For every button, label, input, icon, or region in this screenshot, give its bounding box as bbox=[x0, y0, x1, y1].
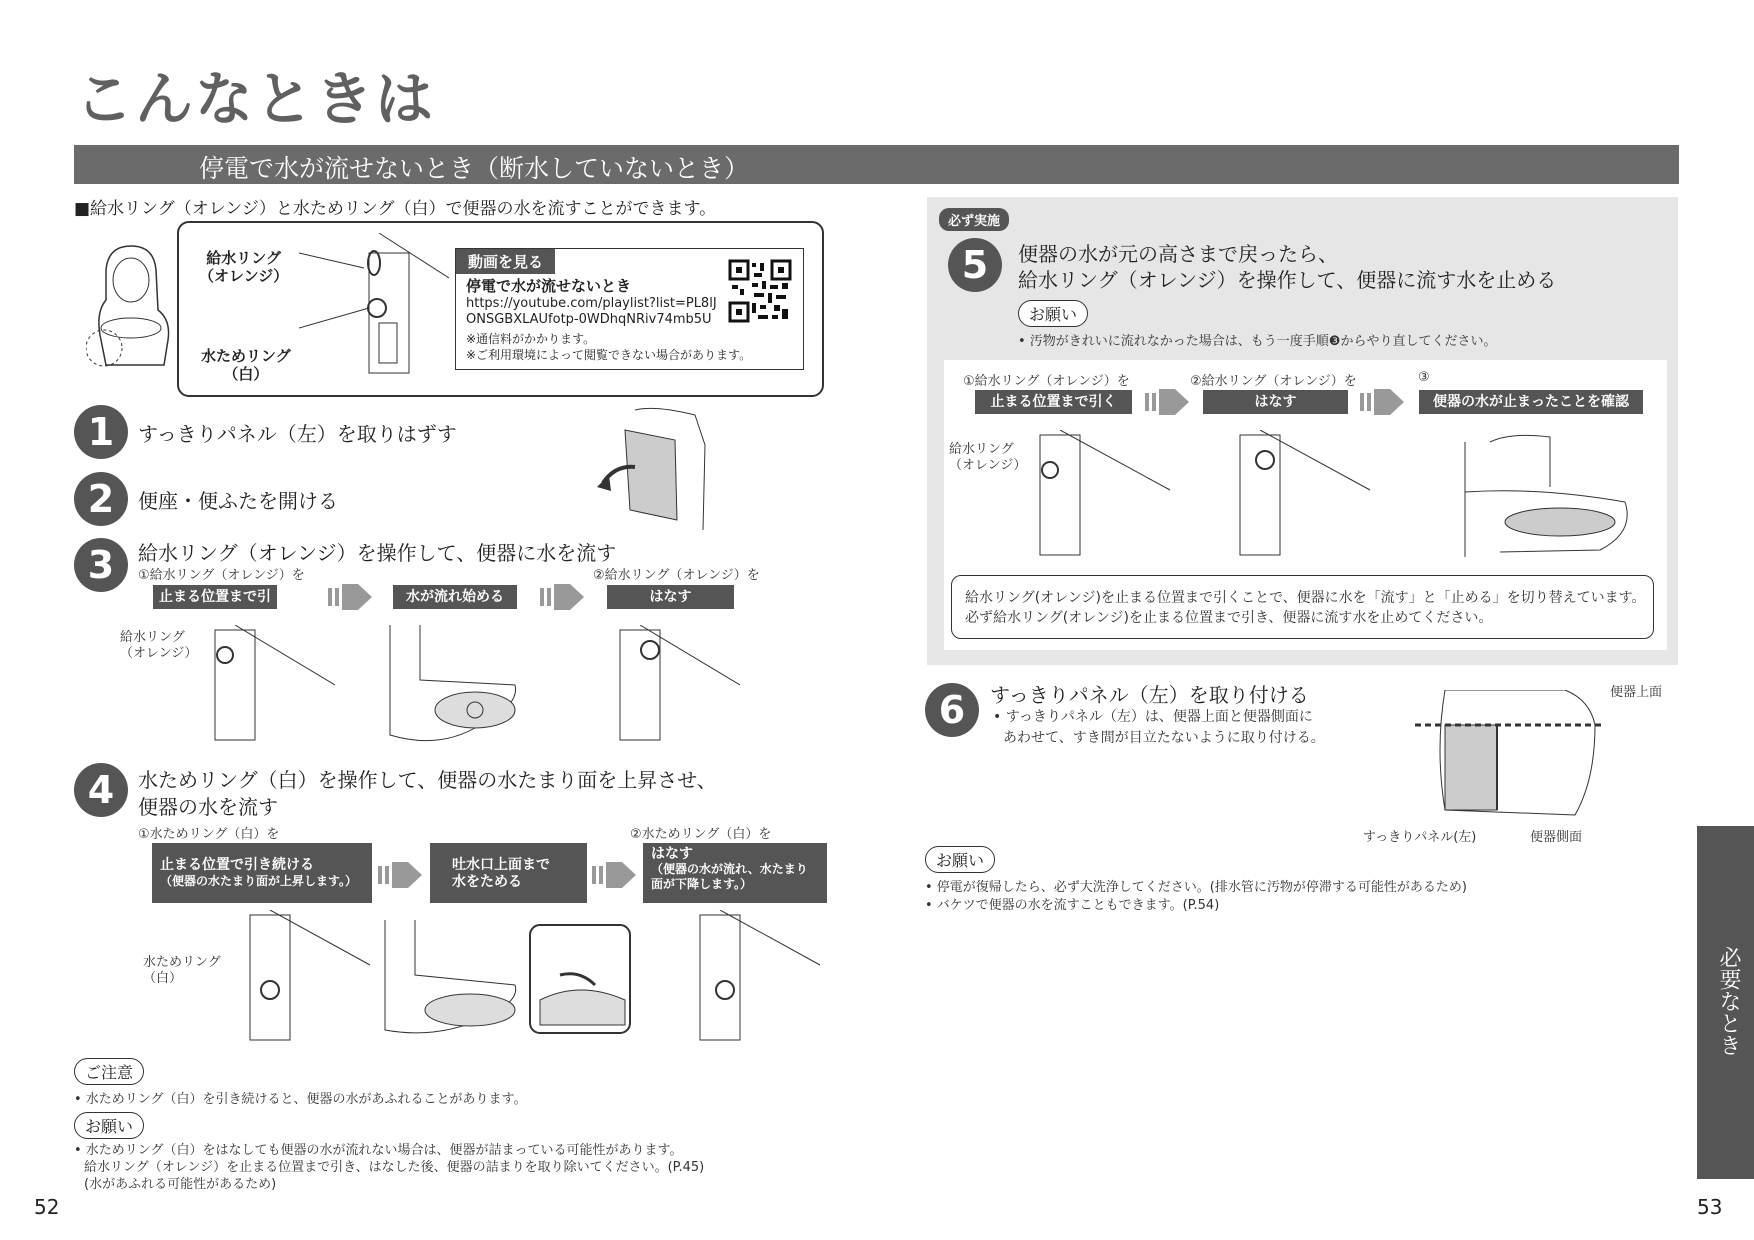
step-6-sub-2: あわせて、すき間が目立たないように取り付ける。 bbox=[1003, 730, 1325, 746]
video-note-1: ※通信料がかかります。 bbox=[466, 332, 596, 346]
double-arrow-icon bbox=[378, 856, 424, 894]
step-4-text-1: 水ためリング（白）を操作して、便器の水たまり面を上昇させ、 bbox=[138, 768, 717, 792]
arrow-icon bbox=[597, 475, 611, 491]
step-6-text: すっきりパネル（左）を取り付ける bbox=[990, 683, 1309, 707]
step-2-number: 2 bbox=[74, 472, 128, 526]
supply-ring-label: 給水リング （オレンジ） bbox=[199, 249, 289, 285]
step-4-number: 4 bbox=[74, 763, 128, 817]
step-5-note-box bbox=[951, 575, 1654, 639]
step-4-plumbing-release-illustration bbox=[680, 910, 820, 1045]
video-tag: 動画を見る bbox=[456, 249, 555, 274]
step-4-text-2: 便器の水を流す bbox=[138, 795, 278, 819]
request-label-wrap bbox=[74, 1112, 144, 1139]
caution-label: ご注意 bbox=[74, 1058, 144, 1085]
step-5-caption-3: ③ bbox=[1418, 370, 1430, 385]
step-5-box-3: 便器の水が止まったことを確認 bbox=[1419, 390, 1643, 414]
request-right-label: お願い bbox=[925, 846, 995, 873]
step-3-plumbing-illustration bbox=[195, 625, 335, 745]
step-4-plumbing-illustration bbox=[230, 910, 370, 1045]
step-5-caption-1: ①給水リング（オレンジ）を bbox=[963, 374, 1130, 389]
panel-removal-illustration bbox=[595, 405, 715, 530]
step-5-box-1: 止まる位置まで引く bbox=[975, 390, 1132, 414]
step-3-toilet-flushing-illustration bbox=[380, 625, 530, 745]
step-1-text: すっきりパネル（左）を取りはずす bbox=[138, 422, 457, 446]
request-text: • 水ためリング（白）をはなしても便器の水が流れない場合は、便器が詰まっている可能性があります。 給水リング（オレンジ）を止まる位置まで引き、はなした後、便器の詰まりを取り除いてください。(P.45) (水があふれる可能性があるため) bbox=[74, 1143, 705, 1192]
step-4-box-1: 止まる位置で引き続ける （便器の水たまり面が上昇します。） bbox=[152, 843, 372, 903]
page-number-right: 53 bbox=[1697, 1195, 1723, 1219]
request-label: お願い bbox=[74, 1112, 144, 1139]
video-info-box bbox=[455, 248, 804, 370]
step-5-plumbing-release-illustration bbox=[1220, 430, 1370, 560]
step-5-request-label: お願い bbox=[1018, 300, 1088, 327]
step-5-toilet-stopped-illustration bbox=[1460, 432, 1640, 560]
step-1-number: 1 bbox=[74, 405, 128, 459]
must-do-badge: 必ず実施 bbox=[939, 208, 1009, 231]
step-5-box-2: はなす bbox=[1203, 390, 1348, 414]
plumbing-illustration bbox=[299, 233, 449, 383]
qr-code-icon[interactable] bbox=[728, 259, 792, 323]
step-3-ring-label: 給水リング （オレンジ） bbox=[120, 630, 198, 661]
page-number-left: 52 bbox=[34, 1195, 60, 1219]
step-3-caption-1: ①給水リング（オレンジ）を bbox=[138, 568, 305, 583]
request-right-text-2: • バケツで便器の水を流すこともできます。(P.54) bbox=[925, 898, 1220, 913]
step-5-request-text: • 汚物がきれいに流れなかった場合は、もう一度手順❸からやり直してください。 bbox=[1018, 334, 1497, 349]
step-5-note-1: 給水リング(オレンジ)を止まる位置まで引くことで、便器に水を「流す」と「止める」を切り替えています。 bbox=[965, 590, 1646, 606]
request-right-wrap bbox=[925, 846, 995, 873]
step-4-caption-3: ②水ためリング（白）を bbox=[630, 827, 772, 842]
double-arrow-icon bbox=[592, 856, 638, 894]
caution-text: • 水ためリング（白）を引き続けると、便器の水があふれることがあります。 bbox=[74, 1092, 527, 1107]
step-5-number: 5 bbox=[948, 238, 1002, 292]
video-note-2: ※ご利用環境によって閲覧できない場合があります。 bbox=[466, 348, 752, 362]
side-tab[interactable] bbox=[1697, 826, 1754, 1179]
tank-ring-label: 水ためリング （白） bbox=[201, 347, 291, 383]
step-4-caption-1: ①水ためリング（白）を bbox=[138, 827, 280, 842]
step-6-number: 6 bbox=[925, 683, 979, 737]
step-6-label-top: 便器上面 bbox=[1610, 685, 1663, 700]
section-title-bar bbox=[74, 145, 1679, 184]
step-5-text-1: 便器の水が元の高さまで戻ったら、 bbox=[1018, 242, 1338, 266]
step-5-request-wrap bbox=[1018, 300, 1088, 327]
step-4-toilet-filling-illustration bbox=[380, 920, 635, 1040]
step-5-note-2: 必ず給水リング(オレンジ)を止まる位置まで引き、便器に流す水を止めてください。 bbox=[965, 610, 1493, 626]
step-3-caption-3: ②給水リング（オレンジ）を bbox=[593, 568, 760, 583]
double-arrow-icon bbox=[1360, 383, 1406, 421]
step-5-caption-2: ②給水リング（オレンジ）を bbox=[1190, 374, 1357, 389]
step-4-box-3: はなす （便器の水が流れ、水たまり 面が下降します。） bbox=[643, 843, 827, 903]
toilet-illustration bbox=[86, 240, 176, 375]
double-arrow-icon bbox=[540, 578, 586, 616]
caution-label-wrap bbox=[74, 1058, 144, 1085]
step-2-text: 便座・便ふたを開ける bbox=[138, 489, 338, 513]
step-6-sub-1: • すっきりパネル（左）は、便器上面と便器側面に bbox=[993, 709, 1313, 725]
step-3-text: 給水リング（オレンジ）を操作して、便器に水を流す bbox=[138, 541, 617, 565]
step-5-ring-label: 給水リング （オレンジ） bbox=[949, 442, 1027, 473]
step-5-text-2: 給水リング（オレンジ）を操作して、便器に流す水を止める bbox=[1018, 268, 1557, 292]
request-right-text-1: • 停電が復帰したら、必ず大洗浄してください。(排水管に汚物が停滞する可能性があるため) bbox=[925, 880, 1467, 895]
video-url-2[interactable]: ONSGBXLAUfotp-0WDhqNRiv74mb5U bbox=[466, 312, 712, 327]
side-tab-label: 必要なとき bbox=[1716, 946, 1741, 1056]
step-4-ring-label: 水ためリング （白） bbox=[143, 955, 221, 986]
intro-text: ■給水リング（オレンジ）と水ためリング（白）で便器の水を流すことができます。 bbox=[74, 199, 717, 219]
double-arrow-icon bbox=[1145, 383, 1191, 421]
video-title: 停電で水が流せないとき bbox=[466, 277, 632, 295]
step-3-number: 3 bbox=[74, 538, 128, 592]
step-4-box-2: 吐水口上面まで 水をためる bbox=[430, 843, 587, 903]
step-3-box-2: 水が流れ始める bbox=[393, 585, 517, 609]
step-3-plumbing-release-illustration bbox=[600, 625, 740, 745]
panel-fit-illustration bbox=[1415, 690, 1615, 820]
step-3-box-1: 止まる位置まで引く bbox=[153, 585, 277, 609]
page-title: こんなときは bbox=[75, 65, 436, 133]
step-5-plumbing-illustration bbox=[1020, 430, 1170, 560]
section-title: 停電で水が流せないとき（断水していないとき） bbox=[199, 154, 750, 183]
video-url-1[interactable]: https://youtube.com/playlist?list=PL8lJ bbox=[466, 296, 717, 311]
step-3-box-3: はなす bbox=[607, 585, 734, 609]
step-6-label-panel: すっきりパネル(左) bbox=[1363, 830, 1477, 845]
step-6-label-side: 便器側面 bbox=[1530, 830, 1583, 845]
double-arrow-icon bbox=[328, 578, 374, 616]
